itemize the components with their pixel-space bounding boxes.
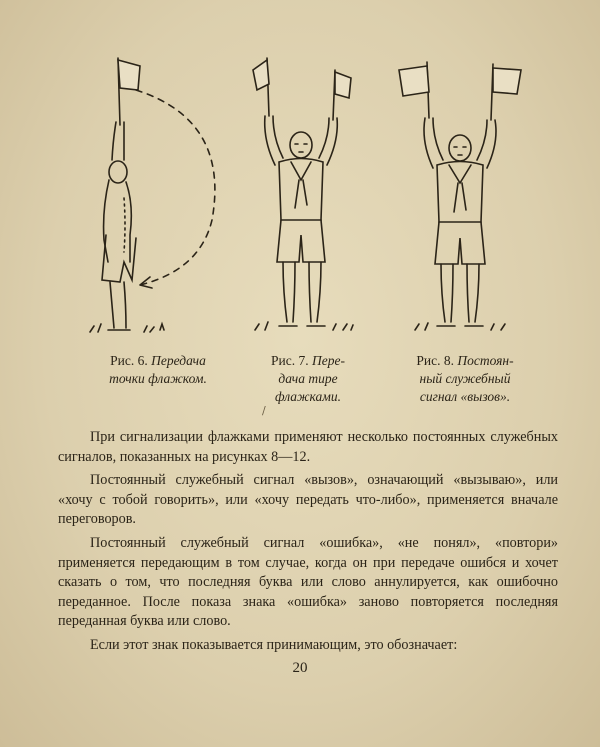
figure-6-caption [88, 352, 228, 388]
illustrations-row [0, 30, 600, 350]
figure-6-number: Рис. 6. [110, 353, 148, 368]
figure-7-title-line3: флажками. [274, 389, 342, 404]
figure-7-title-line1: Пере- [312, 353, 345, 368]
figure-6-drawing [80, 30, 240, 340]
side-view-signaller-icon [80, 30, 240, 340]
figure-8-drawing [385, 30, 545, 340]
call-signal-signaller-icon [385, 30, 545, 340]
figure-7-drawing [235, 30, 375, 340]
figure-7-caption [248, 352, 368, 406]
figure-8-number: Рис. 8. [416, 353, 454, 368]
paragraph: Если этот знак показывается принимающим, это обозначает: [90, 636, 458, 653]
figure-7-title-line2: дача тире [278, 371, 338, 386]
body-text [58, 428, 558, 660]
figure-8-title-line3: сигнал «вызов». [419, 389, 511, 404]
figure-6-title-line2: точки флажком. [109, 371, 207, 386]
page-number: 20 [292, 660, 308, 676]
paragraph: При сигнализации флажками применяют несколько постоянных служебных сигналов, показанных на рисунках 8—12. [58, 429, 558, 465]
figure-8-caption [390, 352, 540, 406]
figure-6-title-line1: Передача [151, 353, 206, 368]
figure-8-title-line2: ный служебный [419, 371, 511, 386]
two-flags-raised-signaller-icon [235, 30, 375, 340]
print-mark: / [262, 404, 266, 417]
paragraph: Постоянный служебный сигнал «ошибка», «не понял», «повтори» применяется передающим в том случае, когда он при передаче ошибся и хочет сказать о том, что последняя буква или слово аннулируется, как ошибочно переданное. После показа знака «ошибка» заново повторяется последняя переданная буква или слово. [58, 534, 558, 630]
figure-8-title-line1: Постоян- [457, 353, 514, 368]
figure-7-number: Рис. 7. [271, 353, 309, 368]
paragraph: Постоянный служебный сигнал «вызов», означающий «вызываю», или «хочу с тобой говорить», или «хочу передать что-либо», применяется вначале переговоров. [58, 472, 558, 528]
